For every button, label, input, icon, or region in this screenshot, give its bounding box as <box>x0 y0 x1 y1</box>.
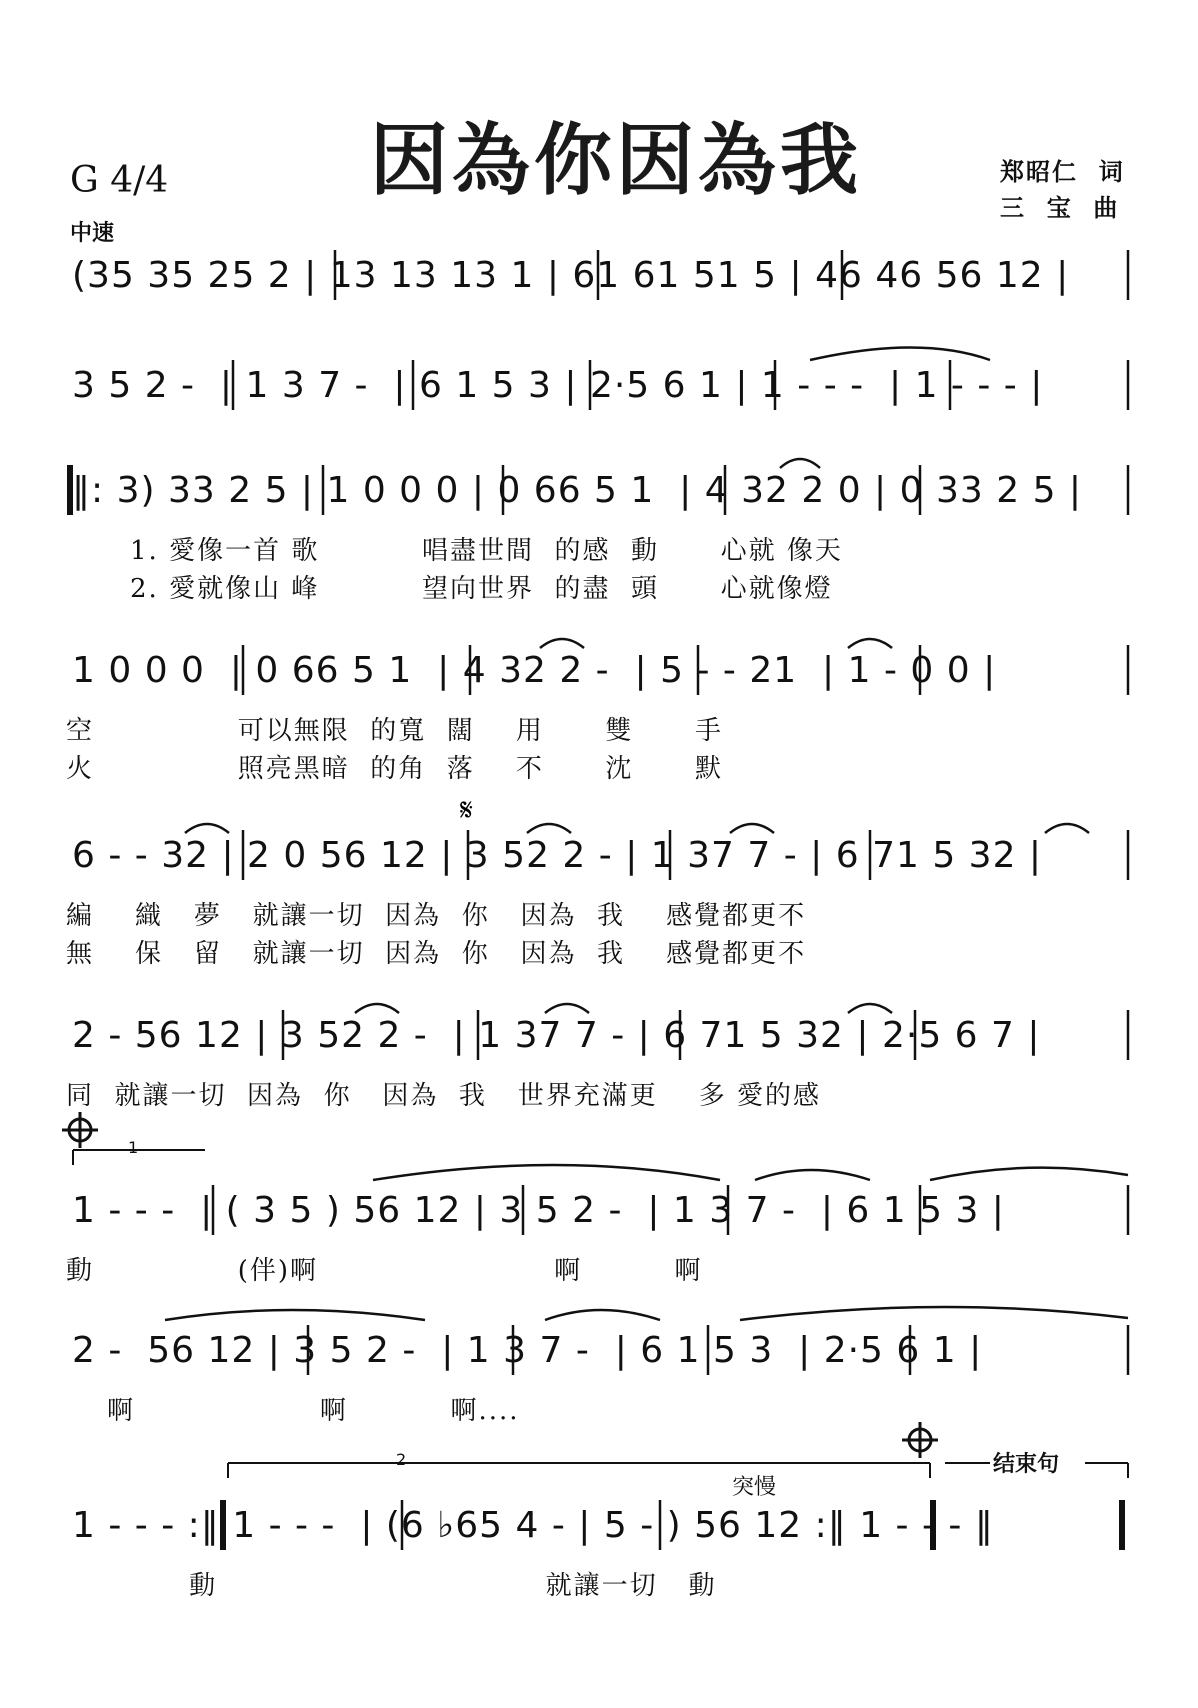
notation-row-6: 2 - 56 12 | 3 52 2 - | 1 37 7 - | 6 71 5 32 | 2·5 6 7 | <box>72 1015 1041 1056</box>
ritardando-marking: 突慢 <box>732 1475 777 1500</box>
notation-row-1: (35 35 25 2 | 13 13 13 1 | 61 61 51 5 | 46 46 56 12 | <box>72 255 1070 296</box>
tempo-marking: 中速 <box>70 221 115 246</box>
notation-row-7: 1 - - - | ( 3 5 ) 56 12 | 3 5 2 - | 1 3 7 - | 6 1 5 3 | <box>72 1190 1005 1231</box>
notation-row-5: 6 - - 32 | 2 0 56 12 | 3 52 2 - | 1 37 7 - | 6 71 5 32 | <box>72 835 1043 876</box>
notation-row-8: 2 - 56 12 | 3 5 2 - | 1 3 7 - | 6 1 5 3 | 2·5 6 1 | <box>72 1330 983 1371</box>
lyrics-row-7: 動 (伴)啊 啊 啊 <box>66 1256 703 1286</box>
notation-row-4: 1 0 0 0 | 0 66 5 1 | 4 32 2 - | 5 - - 21 | 1 - 0 0 | <box>72 650 997 691</box>
volta-1-label: 1 <box>128 1138 139 1157</box>
ending-label: 结束句 <box>993 1452 1060 1477</box>
lyrics-row-4-verse-2: 火 照亮黑暗 的角 落 不 沈 默 <box>66 754 723 784</box>
lyrics-row-6-verse-1: 同 就讓一切 因為 你 因為 我 世界充滿更 多 愛的感 <box>66 1081 822 1111</box>
notation-row-3: ‖: 3) 33 2 5 | 1 0 0 0 | 0 66 5 1 | 4 32 2 0 | 0 33 2 5 | <box>72 470 1083 511</box>
lyrics-row-3-verse-2: 2. 愛就像山 峰 望向世界 的盡 頭 心就像燈 <box>130 574 833 604</box>
lyrics-row-8: 啊 啊 啊.... <box>66 1396 520 1426</box>
lyricist-credit: 郑昭仁 词 <box>1000 157 1125 186</box>
lyrics-row-5-verse-2: 無 保 留 就讓一切 因為 你 因為 我 感覺都更不 <box>66 939 807 969</box>
lyrics-row-5-verse-1: 編 織 夢 就讓一切 因為 你 因為 我 感覺都更不 <box>66 901 807 931</box>
lyrics-row-3-verse-1: 1. 愛像一首 歌 唱盡世間 的感 動 心就 像天 <box>130 536 843 566</box>
lyrics-row-4-verse-1: 空 可以無限 的寬 闊 用 雙 手 <box>66 716 723 746</box>
key-signature: G 4/4 <box>70 160 169 201</box>
notation-row-2: 3 5 2 - | 1 3 7 - | 6 1 5 3 | 2·5 6 1 | 1 - - - | 1 - - - | <box>72 365 1044 406</box>
page-title: 因為你因為我 <box>370 116 863 206</box>
composer-credit: 三 宝 曲 <box>1000 193 1120 222</box>
notation-row-9: 1 - - - :‖ 1 - - - | (6 ♭65 4 - | 5 - ) 56 12 :‖ 1 - - - ‖ <box>72 1505 994 1546</box>
lyrics-row-9: 動 就讓一切 動 <box>66 1571 717 1601</box>
volta-2-label: 2 <box>396 1450 407 1469</box>
segno-mark: 𝄋 <box>460 793 473 828</box>
